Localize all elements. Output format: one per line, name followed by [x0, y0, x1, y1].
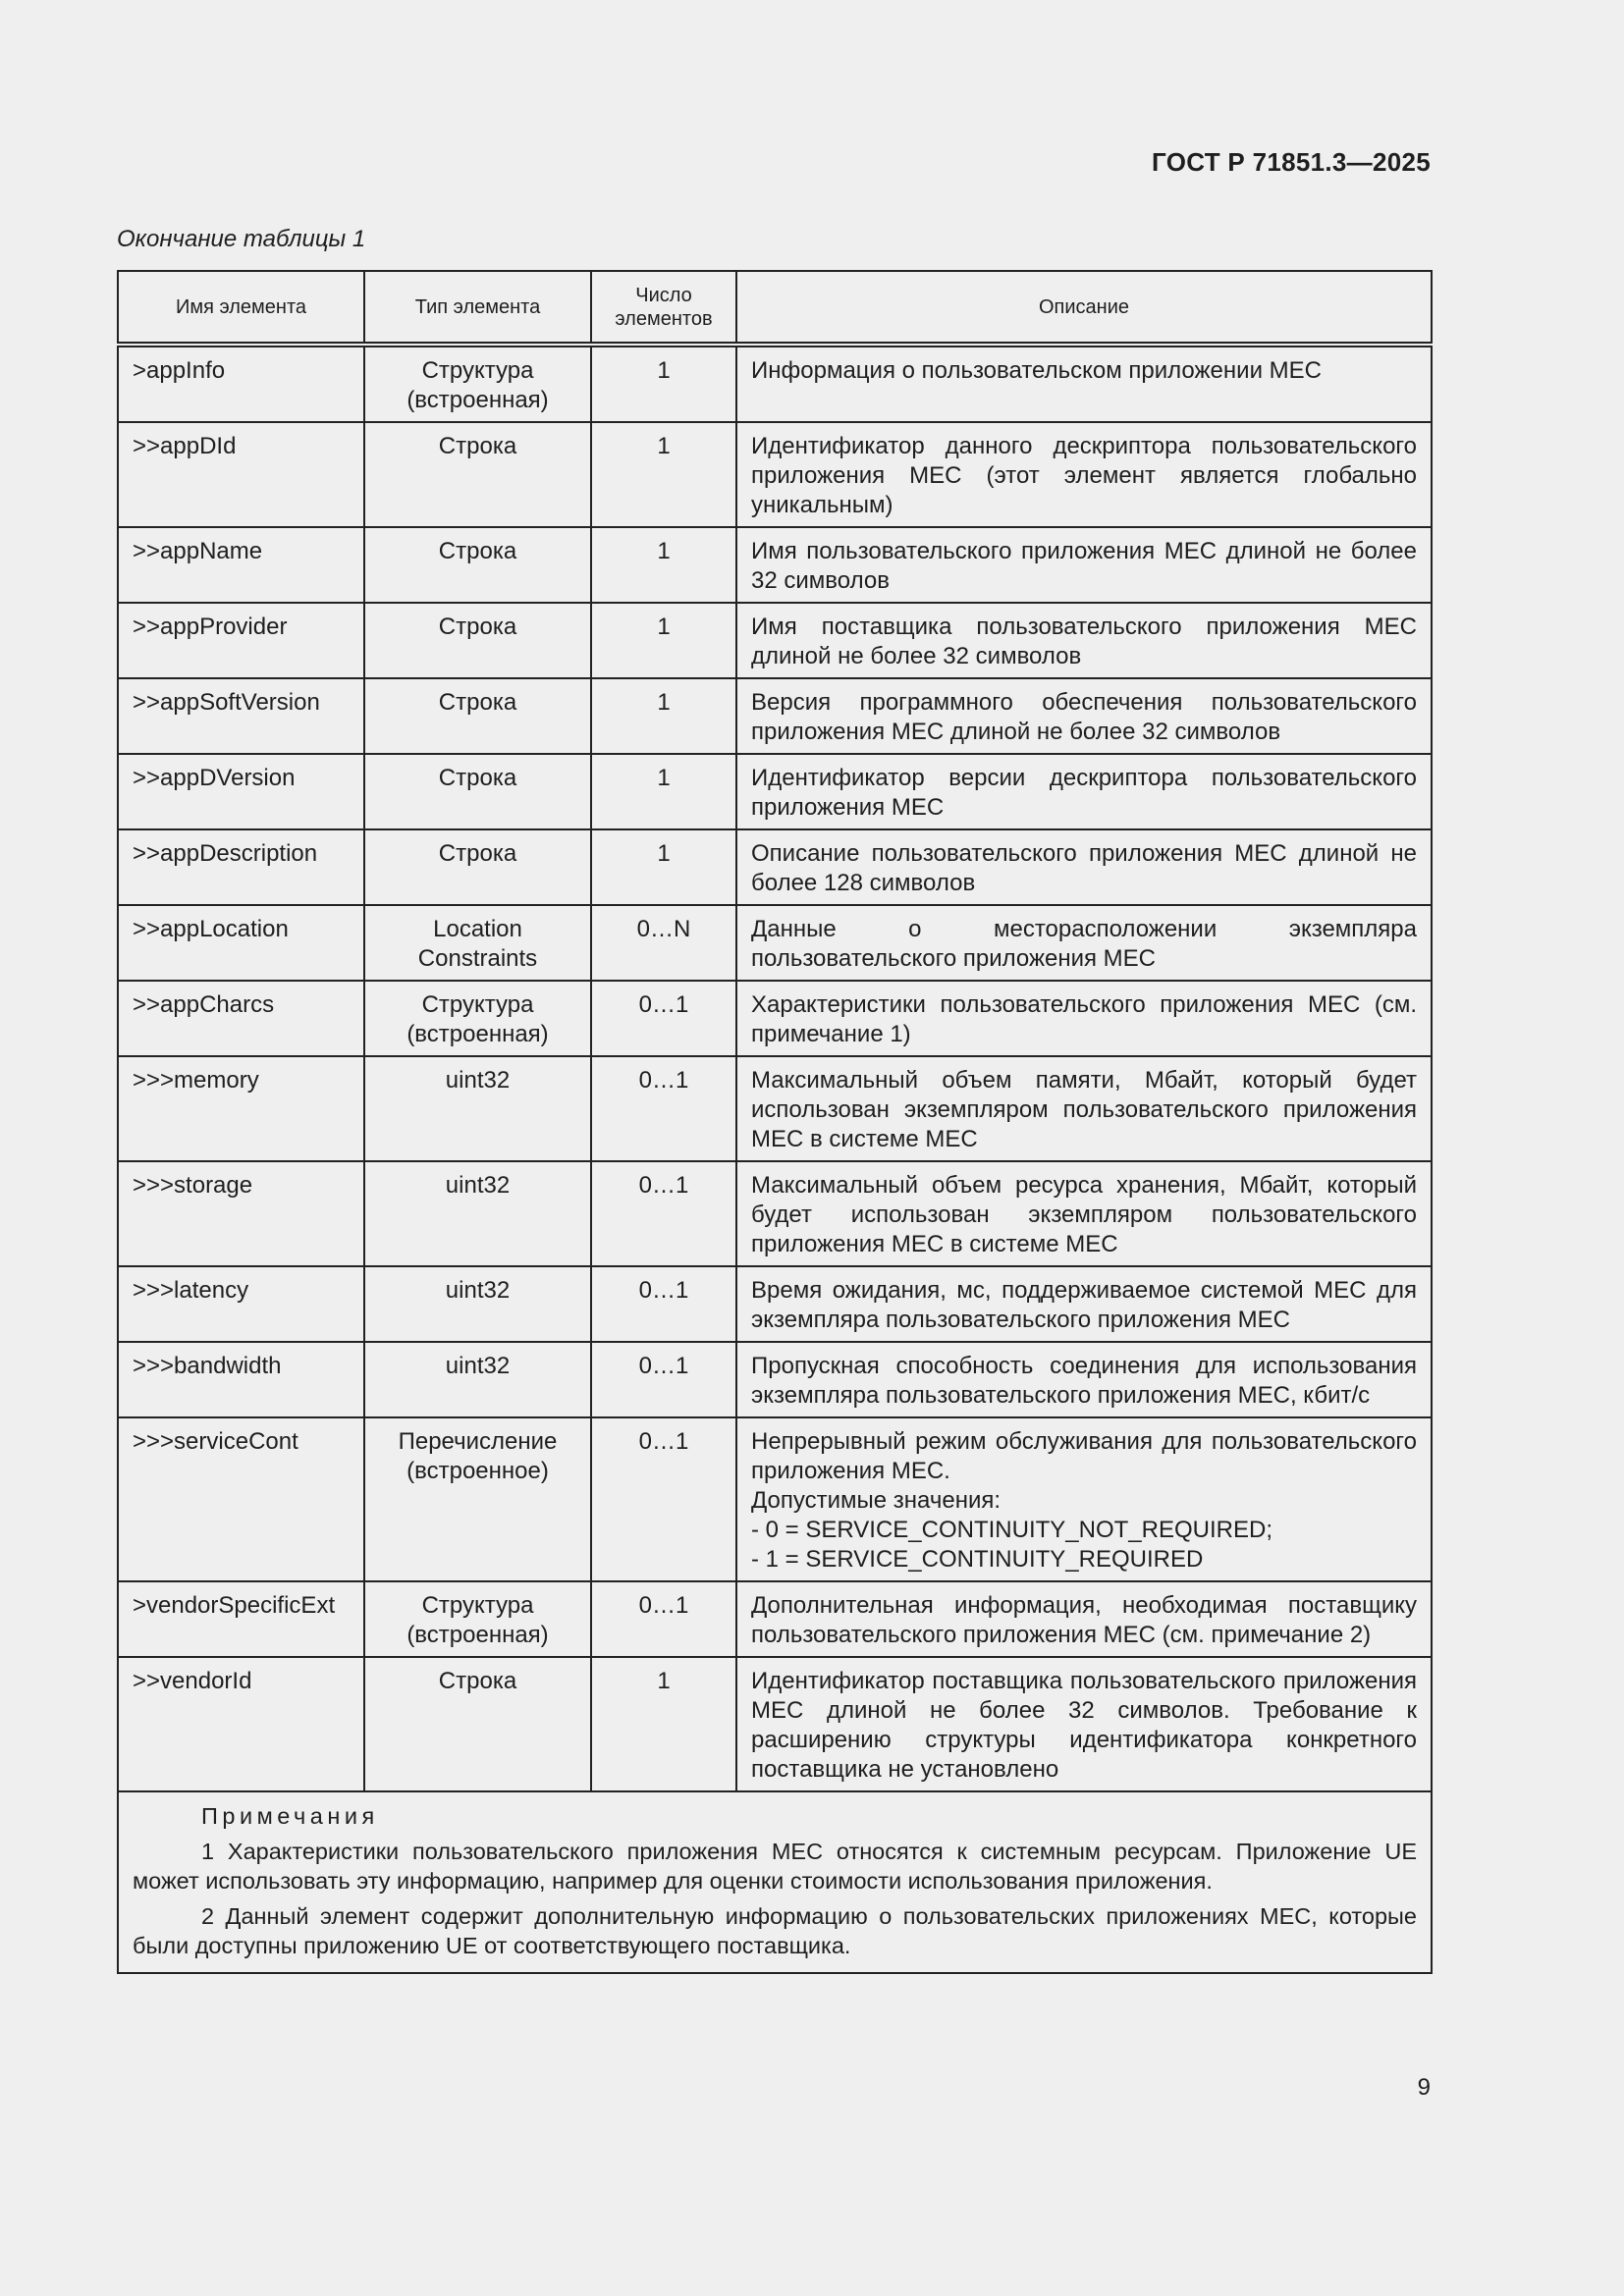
table-row — [118, 981, 1432, 1056]
cell-element-type — [364, 422, 591, 527]
cell-element-type-text: Строка — [438, 765, 517, 791]
cell-description-text: Характеристики пользовательского приложения MEC (см. примечание 1) — [751, 991, 1417, 1047]
cell-element-name-text: >>>bandwidth — [133, 1353, 282, 1379]
note-1: 1 Характеристики пользовательского приложения MEC относятся к системным ресурсам. Приложение UE может использовать эту информацию, например для оценки стоимости использования приложения. — [133, 1839, 1417, 1894]
cell-element-count — [591, 905, 736, 981]
cell-description — [736, 1581, 1432, 1657]
cell-element-type — [364, 1657, 591, 1791]
cell-element-name-text: >appInfo — [133, 357, 226, 384]
cell-element-name — [118, 981, 364, 1056]
cell-element-count-text: 0…1 — [638, 1172, 689, 1199]
cell-element-name-text: >>vendorId — [133, 1668, 252, 1694]
cell-element-name-text: >>>storage — [133, 1172, 253, 1199]
cell-element-type-text: uint32 — [445, 1353, 511, 1379]
cell-description-text: Идентификатор поставщика пользовательского приложения MEC длиной не более 32 символов. Требование к расширению структуры идентификатора конкретного поставщика не установлено — [751, 1668, 1417, 1783]
notes-cell — [118, 1791, 1432, 1973]
cell-element-name — [118, 1657, 364, 1791]
cell-element-count-text: 0…1 — [638, 991, 689, 1018]
cell-element-name — [118, 905, 364, 981]
cell-description — [736, 527, 1432, 603]
cell-description — [736, 829, 1432, 905]
cell-element-name — [118, 1056, 364, 1161]
cell-element-name-text: >>appDVersion — [133, 765, 296, 791]
cell-element-count — [591, 1581, 736, 1657]
cell-element-name — [118, 1266, 364, 1342]
cell-element-name — [118, 603, 364, 678]
cell-element-name — [118, 1161, 364, 1266]
cell-description-text: Непрерывный режим обслуживания для пользовательского приложения MEC. — [751, 1428, 1417, 1484]
cell-element-type — [364, 1581, 591, 1657]
cell-description — [736, 1056, 1432, 1161]
cell-element-type-text: Перечисление (встроенное) — [398, 1428, 558, 1484]
cell-description-text: Имя поставщика пользовательского приложения MEC длиной не более 32 символов — [751, 614, 1417, 669]
table-row — [118, 1417, 1432, 1581]
cell-description — [736, 1417, 1432, 1581]
cell-element-type-text: Строка — [438, 538, 517, 564]
cell-element-name — [118, 678, 364, 754]
cell-element-type — [364, 345, 591, 422]
description-extra-line: - 1 = SERVICE_CONTINUITY_REQUIRED — [751, 1546, 1204, 1573]
column-header-count: Число элементов — [591, 271, 736, 345]
cell-element-name-text: >vendorSpecificExt — [133, 1592, 336, 1619]
cell-element-count — [591, 1161, 736, 1266]
cell-element-type — [364, 905, 591, 981]
cell-description — [736, 603, 1432, 678]
table-row — [118, 1161, 1432, 1266]
cell-description-text: Дополнительная информация, необходимая поставщику пользовательского приложения MEC (см. примечание 2) — [751, 1592, 1417, 1648]
table-header-row — [118, 271, 1432, 345]
cell-element-count — [591, 603, 736, 678]
table-body — [118, 345, 1432, 1791]
table-row — [118, 1657, 1432, 1791]
cell-element-type-text: Строка — [438, 433, 517, 459]
cell-element-type — [364, 754, 591, 829]
cell-element-name-text: >>>serviceCont — [133, 1428, 298, 1455]
cell-element-name-text: >>>latency — [133, 1277, 249, 1304]
description-extra-line: - 0 = SERVICE_CONTINUITY_NOT_REQUIRED; — [751, 1517, 1272, 1543]
cell-element-type-text: Структура (встроенная) — [406, 357, 549, 413]
cell-element-name-text: >>appProvider — [133, 614, 288, 640]
notes-row — [118, 1791, 1432, 1973]
cell-description-text: Идентификатор данного дескриптора пользовательского приложения MEC (этот элемент является глобально уникальным) — [751, 433, 1417, 518]
cell-element-name — [118, 527, 364, 603]
cell-description-text: Максимальный объем ресурса хранения, Мбайт, который будет использован экземпляром пользовательского приложения MEC в системе MEC — [751, 1172, 1417, 1257]
cell-element-count — [591, 678, 736, 754]
cell-element-count-text: 0…1 — [638, 1428, 689, 1455]
cell-element-count-text: 0…1 — [638, 1277, 689, 1304]
cell-element-count-text: 1 — [657, 689, 671, 716]
description-extra-line: Допустимые значения: — [751, 1487, 1001, 1514]
page-number: 9 — [1417, 2074, 1431, 2101]
cell-description-text: Время ожидания, мс, поддерживаемое системой MEC для экземпляра пользовательского приложения MEC — [751, 1277, 1417, 1333]
cell-element-name-text: >>appName — [133, 538, 263, 564]
cell-element-type-text: Location Constraints — [417, 916, 538, 972]
cell-description-text: Версия программного обеспечения пользовательского приложения MEC длиной не более 32 символов — [751, 689, 1417, 745]
cell-element-type — [364, 829, 591, 905]
cell-element-count-text: 1 — [657, 357, 671, 384]
table-row — [118, 1581, 1432, 1657]
spec-table — [117, 270, 1433, 1974]
cell-element-count — [591, 981, 736, 1056]
table-row — [118, 527, 1432, 603]
cell-description — [736, 345, 1432, 422]
cell-description — [736, 905, 1432, 981]
cell-element-count-text: 0…1 — [638, 1067, 689, 1094]
table-row — [118, 905, 1432, 981]
cell-element-type — [364, 1417, 591, 1581]
cell-element-name — [118, 1417, 364, 1581]
cell-description — [736, 1161, 1432, 1266]
table-row — [118, 422, 1432, 527]
cell-element-count — [591, 1266, 736, 1342]
table-row — [118, 754, 1432, 829]
cell-element-count — [591, 829, 736, 905]
cell-element-count — [591, 1342, 736, 1417]
cell-element-type — [364, 527, 591, 603]
cell-element-name — [118, 754, 364, 829]
cell-element-type-text: Структура (встроенная) — [406, 1592, 549, 1648]
column-header-name: Имя элемента — [118, 271, 364, 345]
cell-element-name-text: >>>memory — [133, 1067, 259, 1094]
cell-element-count — [591, 754, 736, 829]
cell-element-name-text: >>appLocation — [133, 916, 289, 942]
cell-element-count-text: 1 — [657, 614, 671, 640]
cell-element-name — [118, 422, 364, 527]
notes-title: Примечания — [201, 1803, 379, 1829]
cell-element-type-text: Строка — [438, 840, 517, 867]
table-row — [118, 345, 1432, 422]
cell-description — [736, 754, 1432, 829]
cell-element-count — [591, 345, 736, 422]
cell-element-type — [364, 1266, 591, 1342]
cell-element-count-text: 0…1 — [638, 1353, 689, 1379]
cell-element-type-text: Строка — [438, 614, 517, 640]
cell-element-count-text: 1 — [657, 765, 671, 791]
cell-element-count-text: 0…N — [636, 916, 691, 942]
cell-element-type-text: Строка — [438, 1668, 517, 1694]
cell-description-text: Имя пользовательского приложения MEC длиной не более 32 символов — [751, 538, 1417, 594]
cell-element-count-text: 1 — [657, 1668, 671, 1694]
table-row — [118, 1342, 1432, 1417]
cell-element-count — [591, 422, 736, 527]
cell-element-name-text: >>appCharcs — [133, 991, 275, 1018]
document-id: ГОСТ Р 71851.3—2025 — [1152, 147, 1431, 177]
cell-description-text: Идентификатор версии дескриптора пользовательского приложения MEC — [751, 765, 1417, 821]
cell-description — [736, 1266, 1432, 1342]
cell-element-type-text: uint32 — [445, 1172, 511, 1199]
table-row — [118, 1056, 1432, 1161]
cell-element-type-text: uint32 — [445, 1067, 511, 1094]
cell-element-name-text: >>appDId — [133, 433, 237, 459]
table-caption: Окончание таблицы 1 — [117, 226, 366, 252]
column-header-type: Тип элемента — [364, 271, 591, 345]
table-row — [118, 829, 1432, 905]
cell-element-count — [591, 1056, 736, 1161]
cell-element-name — [118, 1581, 364, 1657]
table-row — [118, 1266, 1432, 1342]
cell-element-count-text: 1 — [657, 840, 671, 867]
cell-element-type-text: Структура (встроенная) — [406, 991, 549, 1047]
cell-element-type — [364, 981, 591, 1056]
note-2: 2 Данный элемент содержит дополнительную информацию о пользовательских приложениях MEC, которые были доступны приложению UE от соответствующего поставщика. — [133, 1903, 1417, 1958]
cell-element-count-text: 1 — [657, 538, 671, 564]
cell-element-type-text: Строка — [438, 689, 517, 716]
cell-description — [736, 1657, 1432, 1791]
cell-description-text: Пропускная способность соединения для использования экземпляра пользовательского приложения MEC, кбит/с — [751, 1353, 1417, 1409]
cell-element-type — [364, 603, 591, 678]
cell-element-type — [364, 1056, 591, 1161]
cell-element-name-text: >>appDescription — [133, 840, 318, 867]
cell-element-count — [591, 527, 736, 603]
cell-description — [736, 981, 1432, 1056]
column-header-description: Описание — [736, 271, 1432, 345]
cell-description-text: Информация о пользовательском приложении MEC — [751, 357, 1322, 384]
cell-description-text: Данные о месторасположении экземпляра пользовательского приложения MEC — [751, 916, 1417, 972]
cell-element-type — [364, 1342, 591, 1417]
cell-element-name — [118, 1342, 364, 1417]
cell-element-type-text: uint32 — [445, 1277, 511, 1304]
cell-description — [736, 422, 1432, 527]
cell-element-type — [364, 1161, 591, 1266]
cell-description — [736, 678, 1432, 754]
cell-element-count-text: 0…1 — [638, 1592, 689, 1619]
cell-description-text: Максимальный объем памяти, Мбайт, который будет использован экземпляром пользовательского приложения MEC в системе MEC — [751, 1067, 1417, 1152]
table-row — [118, 678, 1432, 754]
cell-element-name-text: >>appSoftVersion — [133, 689, 320, 716]
cell-element-count-text: 1 — [657, 433, 671, 459]
cell-description — [736, 1342, 1432, 1417]
cell-element-count — [591, 1417, 736, 1581]
cell-element-name — [118, 829, 364, 905]
cell-description-text: Описание пользовательского приложения MEC длиной не более 128 символов — [751, 840, 1417, 896]
cell-element-type — [364, 678, 591, 754]
table-row — [118, 603, 1432, 678]
cell-element-name — [118, 345, 364, 422]
cell-element-count — [591, 1657, 736, 1791]
